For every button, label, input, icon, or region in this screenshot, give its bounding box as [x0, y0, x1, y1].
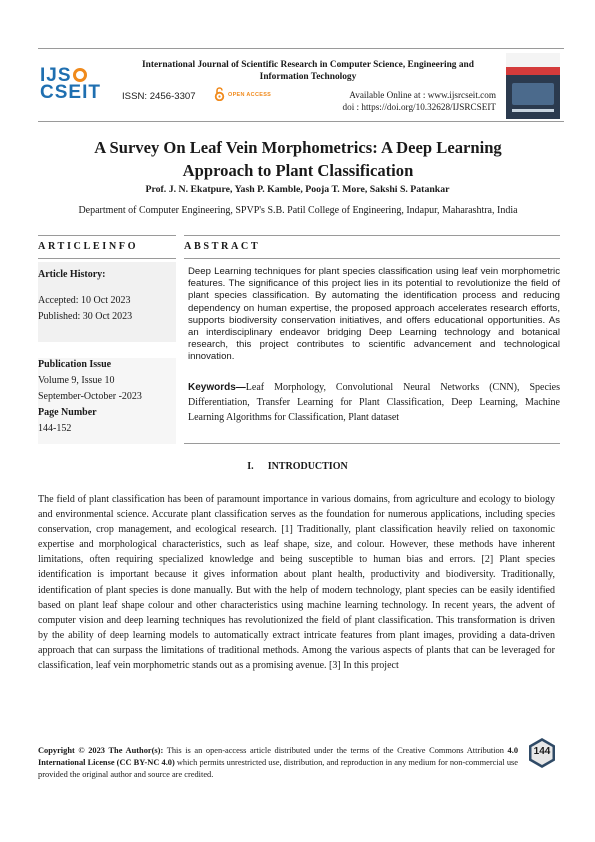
section-number: I. [247, 461, 254, 472]
paper-title-line-1: A Survey On Leaf Vein Morphometrics: A Deep Learning [94, 138, 502, 157]
copyright-label: Copyright © 2023 The Author(s): [38, 746, 164, 755]
paper-title [60, 136, 536, 182]
copyright-text-continued: which permits unrestricted use, distribution, and reproduction in any medium for non-commercial use provided the original author and source are credited. [38, 758, 518, 779]
published-date: Published: 30 Oct 2023 [38, 311, 133, 322]
publication-issue-label: Publication Issue [38, 359, 112, 370]
journal-logo [40, 67, 112, 105]
journal-header [38, 48, 564, 122]
available-online[interactable]: Available Online at : www.ijsrcseit.com [349, 90, 496, 100]
logo-ring-icon [73, 68, 87, 82]
page-number-label: Page Number [38, 407, 97, 418]
license-link[interactable]: 4.0 International License (CC BY-NC 4.0) [38, 746, 519, 767]
article-history-label: Article History: [38, 269, 106, 280]
issn: ISSN: 2456-3307 [122, 91, 196, 102]
article-info-heading: ARTICLEINFO [38, 241, 139, 252]
author-list: Prof. J. N. Ekatpure, Yash P. Kamble, Pooja T. More, Sakshi S. Patankar [145, 184, 450, 195]
open-access-badge [214, 87, 274, 103]
keywords-label: Keywords— [188, 382, 246, 393]
divider [38, 235, 176, 236]
author-affiliation: Department of Computer Engineering, SPVP's S.B. Patil College of Engineering, Indapur, Maharashtra, India [78, 205, 518, 216]
section-title: INTRODUCTION [267, 461, 348, 472]
paper-title-line-2: Approach to Plant Classification [182, 161, 414, 180]
copyright-footer [38, 745, 518, 781]
logo-text-cseit: CSEIT [40, 82, 101, 103]
open-access-label: OPEN ACCESS [228, 92, 272, 98]
volume-issue: Volume 9, Issue 10 [38, 375, 115, 386]
keywords-list: Leaf Morphology, Convolutional Neural Networks (CNN), Species Differentiation, Transfer Learning for Plant Classification, Deep Learning, Machine Learning Algorithms for Classification, Plant dataset [188, 382, 560, 423]
page-range: 144-152 [38, 423, 72, 434]
divider [184, 235, 560, 236]
availability-block [343, 89, 496, 113]
divider [38, 258, 176, 259]
introduction-body: The field of plant classification has been of paramount importance in various domains, from agriculture and ecology to biology and environmental science. Accurate plant classification serves as the foundation for numerous applications, including species conservation, crop management, and ecological research. [1] Traditionally, plant classification heavily relied on taxonomic expertise and morphological characteristics, such as leaf shape, size, and colour. However, these methods have inherent limitations, often requiring specialized knowledge and being susceptible to human bias and errors. [2] Plant species identification is important because it gives information about plant health, productivity and biodiversity. Traditionally, identification of plant species is done manually. But with the help of modern technology, plant species can be easily identified based on plant leaf shape colour and other characteristics using machine learning technology. In recent years, the advent of computer vision and deep learning techniques has revolutionized the field of plant classification. This transformation is driven by the ability of deep learning models to automatically extract intricate features from plant images, providing a data-driven approach that can surpass the limitations of traditional methods. Among the various aspects of plants that can be leveraged for classification, leaf vein morphometric stands out as a promising avenue. [3] In this project [38, 494, 555, 672]
section-heading-introduction [0, 461, 595, 472]
abstract-heading: ABSTRACT [184, 241, 261, 252]
article-info-column [38, 262, 176, 437]
logo-text-ijs: IJS [40, 65, 72, 86]
page-number: 144 [533, 746, 551, 757]
divider [184, 443, 560, 444]
keywords-block [188, 380, 560, 425]
page-number-badge [528, 737, 556, 769]
doi-link[interactable]: doi : https://doi.org/10.32628/IJSRCSEIT [342, 102, 496, 112]
issue-period: September-October -2023 [38, 391, 142, 402]
abstract-text: Deep Learning techniques for plant species classification using leaf vein morphometric features. The significance of this project lies in its potential to revolutionize the field of plant species classification. By automating the identification process and reducing dependency on human expertise, the proposed approach accelerates research efforts, supports biodiversity conservation initiatives, and offers educational opportunities. As an interdisciplinary endeavor bridging Deep Learning technology and botanical research, this project contributes to scientific advancement and technological innovation. [188, 266, 560, 363]
journal-title: International Journal of Scientific Research in Computer Science, Engineering and Information Technology [142, 60, 474, 82]
divider [184, 258, 560, 259]
accepted-date: Accepted: 10 Oct 2023 [38, 295, 131, 306]
open-lock-icon [214, 87, 225, 101]
journal-cover-thumbnail [506, 53, 560, 119]
copyright-text: This is an open-access article distributed under the terms of the Creative Commons Attribution [163, 746, 508, 755]
